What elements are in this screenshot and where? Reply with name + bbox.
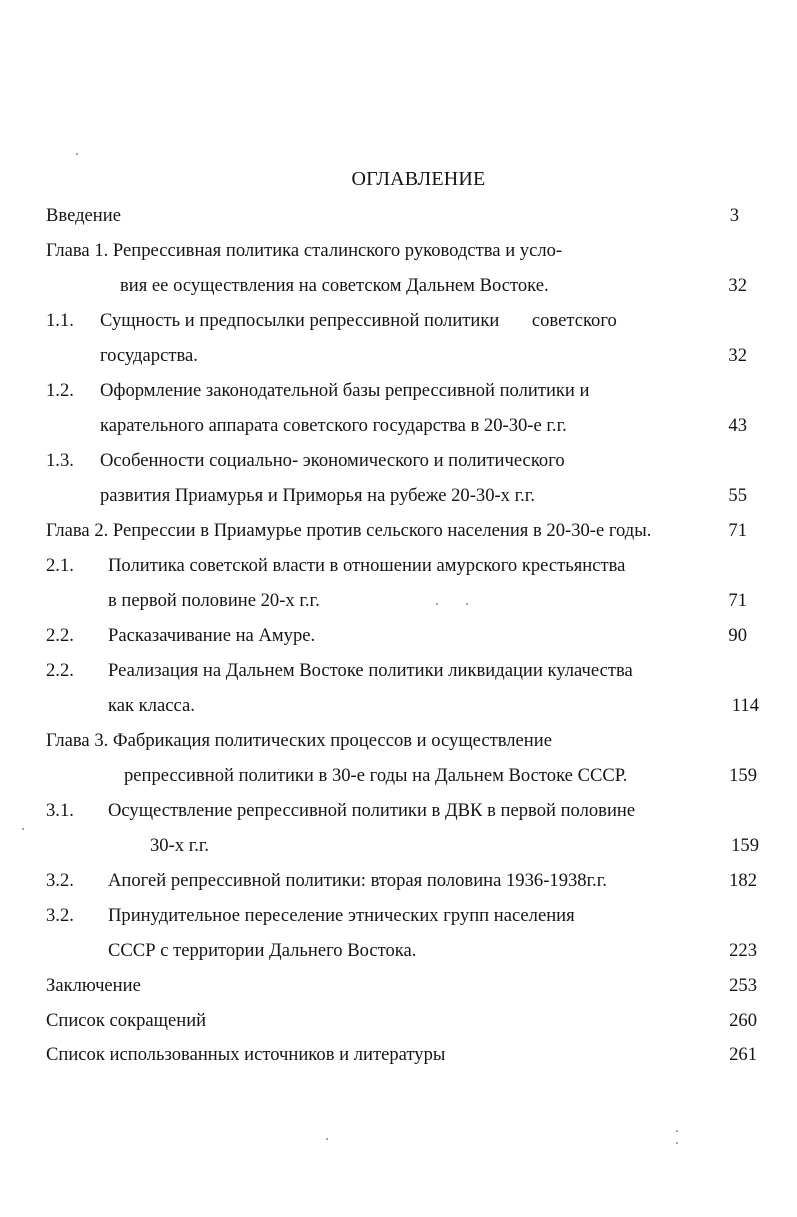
- scan-speck: [466, 603, 468, 605]
- toc-section-2-3-line-1: Реализация на Дальнем Востоке политики ликвидации кулачества: [108, 660, 633, 681]
- toc-page-number: 159: [731, 835, 759, 856]
- scan-speck: [76, 153, 78, 155]
- toc-section-number: 3.2.: [46, 905, 74, 926]
- toc-section-number: 1.1.: [46, 310, 74, 331]
- toc-entry-bibliography: Список использованных источников и литературы: [46, 1044, 446, 1065]
- toc-chapter-2-line-1: Глава 2. Репрессии в Приамурье против сельского населения в 20-30-е годы.: [46, 520, 652, 541]
- toc-chapter-3-line-2: репрессивной политики в 30-е годы на Дальнем Востоке СССР.: [124, 765, 628, 786]
- toc-page-number: 55: [728, 485, 747, 506]
- toc-page-number: 43: [728, 415, 747, 436]
- toc-section-3-3-line-1: Принудительное переселение этнических групп населения: [108, 905, 575, 926]
- scan-speck: [676, 1142, 678, 1144]
- toc-page-number: 32: [728, 345, 747, 366]
- toc-section-2-1-line-1: Политика советской власти в отношении амурского крестьянства: [108, 555, 626, 576]
- toc-page-number: 114: [731, 695, 759, 716]
- toc-section-number: 2.2.: [46, 625, 74, 646]
- toc-section-1-3-line-1: Особенности социально- экономического и политического: [100, 450, 565, 471]
- toc-page-number: 159: [729, 765, 757, 786]
- toc-section-2-3-line-2: как класса.: [108, 695, 195, 716]
- toc-section-number: 3.1.: [46, 800, 74, 821]
- toc-section-1-3-line-2: развития Приамурья и Приморья на рубеже 20-30-х г.г.: [100, 485, 535, 506]
- toc-chapter-3-line-1: Глава 3. Фабрикация политических процессов и осуществление: [46, 730, 552, 751]
- toc-section-number: 1.2.: [46, 380, 74, 401]
- scan-speck: [436, 603, 438, 605]
- toc-page-number: 261: [729, 1044, 757, 1065]
- toc-section-3-1-line-2: 30-х г.г.: [150, 835, 210, 856]
- toc-page-number: 71: [728, 520, 747, 541]
- toc-page-number: 90: [728, 625, 747, 646]
- scan-speck: [22, 828, 24, 830]
- scan-speck: [676, 1130, 678, 1132]
- toc-page-number: 223: [729, 940, 757, 961]
- toc-section-number: 2.1.: [46, 555, 74, 576]
- scan-speck: [326, 1138, 328, 1140]
- toc-section-1-1-line-2: государства.: [100, 345, 198, 366]
- toc-page-number: 182: [729, 870, 757, 891]
- toc-page-number: 71: [728, 590, 747, 611]
- toc-chapter-1-line-2: вия ее осуществления на советском Дальнем Востоке.: [120, 275, 549, 296]
- toc-page-number: 3: [729, 205, 739, 226]
- toc-section-3-3-line-2: СССР с территории Дальнего Востока.: [108, 940, 417, 961]
- toc-section-number: 2.2.: [46, 660, 74, 681]
- toc-page-number: 32: [728, 275, 747, 296]
- toc-section-3-1-line-1: Осуществление репрессивной политики в ДВК в первой половине: [108, 800, 636, 821]
- toc-section-1-2-line-1: Оформление законодательной базы репрессивной политики и: [100, 380, 590, 401]
- toc-entry-abbreviations: Список сокращений: [46, 1010, 207, 1031]
- toc-section-3-2-line-1: Апогей репрессивной политики: вторая половина 1936-1938г.г.: [108, 870, 607, 891]
- toc-section-1-2-line-2: карательного аппарата советского государства в 20-30-е г.г.: [100, 415, 567, 436]
- toc-section-number: 3.2.: [46, 870, 74, 891]
- toc-chapter-1-line-1: Глава 1. Репрессивная политика сталинского руководства и усло-: [46, 240, 563, 261]
- toc-page-number: 260: [729, 1010, 757, 1031]
- toc-entry-conclusion: Заключение: [46, 975, 141, 996]
- toc-entry-intro: Введение: [46, 205, 121, 226]
- toc-section-number: 1.3.: [46, 450, 74, 471]
- toc-section-1-1-line-1: Сущность и предпосылки репрессивной политики советского: [100, 310, 617, 331]
- page-title: ОГЛАВЛЕНИЕ: [351, 168, 486, 190]
- toc-section-2-1-line-2: в первой половине 20-х г.г.: [108, 590, 320, 611]
- toc-section-2-2-line-1: Расказачивание на Амуре.: [108, 625, 316, 646]
- toc-page-number: 253: [729, 975, 757, 996]
